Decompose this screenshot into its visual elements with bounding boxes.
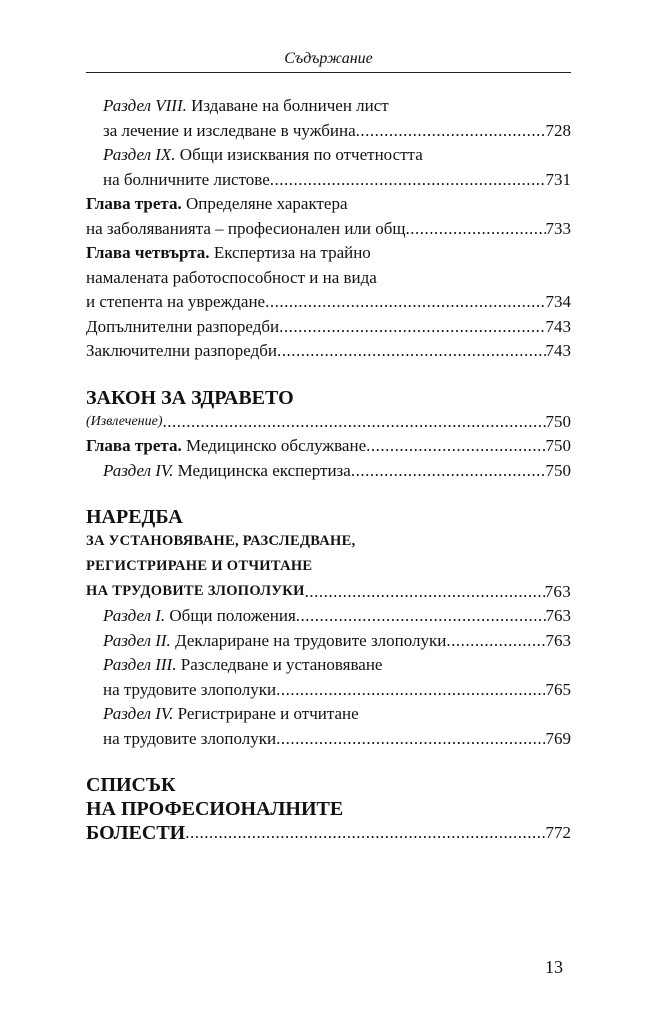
leader-dots (366, 434, 545, 459)
law-heading: ЗАКОН ЗА ЗДРАВЕТО (86, 386, 294, 409)
entry-text: Общи положения (165, 606, 296, 625)
toc-entry (86, 604, 571, 629)
page-ref: 763 (545, 630, 571, 650)
page-ref: 763 (544, 582, 571, 601)
list-heading: СПИСЪК (86, 774, 176, 796)
toc-entry (86, 266, 571, 291)
decree-subtitle: РЕГИСТРИРАНЕ И ОТЧИТАНЕ (86, 558, 313, 574)
entry-text: Определяне характера (181, 194, 348, 213)
chapter-label: Глава трета. (86, 436, 182, 455)
decree-subtitle: НА ТРУДОВИТЕ ЗЛОПОЛУКИ (86, 583, 305, 599)
chapter-label: Глава трета. (86, 194, 182, 213)
list-heading: БОЛЕСТИ (86, 822, 186, 844)
entry-text: Медицинска експертиза (173, 460, 351, 480)
leader-dots (185, 821, 545, 845)
entry-text: на трудовите злополуки (103, 728, 277, 748)
toc-entry (86, 168, 571, 193)
entry-text: Заключителни разпоредби (86, 341, 277, 360)
page-ref: 750 (545, 436, 571, 455)
toc-entry (86, 459, 571, 484)
toc-entry (86, 94, 571, 119)
leader-dots (270, 168, 546, 193)
entry-text: (Извлечение) (86, 413, 163, 429)
toc-entry (86, 315, 571, 340)
chapter-label: Глава четвърта. (86, 243, 210, 262)
entry-text: Разследване и установяване (176, 655, 383, 674)
toc-entry (86, 678, 571, 703)
leader-dots (163, 410, 546, 435)
toc-entry (86, 241, 571, 266)
entry-text: Деклариране на трудовите злополуки (170, 630, 447, 650)
page-ref: 731 (545, 169, 571, 189)
leader-dots (446, 629, 545, 654)
section-label: Раздел IV. (103, 460, 174, 480)
page-ref: 743 (545, 341, 571, 360)
entry-text: Допълнителни разпоредби (86, 316, 280, 336)
entry-text: Регистриране и отчитане (173, 704, 359, 723)
toc-entry (86, 143, 571, 168)
entry-text: за лечение и изследване в чужбина (103, 120, 356, 140)
table-of-contents (86, 94, 571, 845)
toc-entry (86, 821, 571, 845)
entry-text: Експертиза на трайно (209, 243, 371, 262)
page-ref: 763 (545, 606, 571, 625)
list-heading: НА ПРОФЕСИОНАЛНИТЕ (86, 798, 344, 820)
leader-dots (265, 290, 545, 315)
toc-entry (86, 119, 571, 144)
leader-dots (296, 604, 546, 629)
decree-subtitle: ЗА УСТАНОВЯВАНЕ, РАЗСЛЕДВАНЕ, (86, 533, 356, 549)
toc-entry (86, 727, 571, 752)
leader-dots (279, 315, 545, 340)
section-label: Раздел I. (103, 606, 166, 625)
page-number: 13 (545, 957, 563, 977)
entry-text: Общи изисквания по отчетността (175, 145, 423, 164)
toc-entry (86, 579, 571, 604)
page-ref: 769 (545, 728, 571, 748)
entry-text: и степента на увреждане (86, 292, 266, 311)
entry-text: Медицинско обслужване (181, 436, 367, 455)
leader-dots (276, 678, 545, 703)
entry-text: Издаване на болничен лист (186, 96, 389, 115)
section-label: Раздел IX. (103, 145, 176, 164)
leader-dots (277, 339, 546, 364)
toc-entry (86, 217, 571, 242)
running-header: Съдържание (284, 50, 373, 67)
page-ref: 772 (545, 823, 571, 842)
section-label: Раздел IV. (103, 704, 174, 723)
leader-dots (356, 119, 546, 144)
toc-entry (86, 410, 571, 435)
section-label: Раздел II. (103, 630, 171, 650)
entry-text: на трудовите злополуки (103, 679, 277, 699)
page-ref: 733 (545, 218, 571, 238)
leader-dots (305, 579, 545, 604)
section-label: Раздел III. (103, 655, 177, 674)
toc-entry (86, 192, 571, 217)
toc-entry (86, 653, 571, 678)
toc-entry (86, 702, 571, 727)
toc-entry (86, 434, 571, 459)
page-ref: 750 (545, 460, 571, 480)
entry-text: на болничните листове (103, 169, 270, 189)
leader-dots (406, 217, 546, 242)
page-ref: 765 (545, 679, 571, 699)
page-ref: 728 (545, 120, 571, 140)
toc-entry (86, 339, 571, 364)
toc-entry (86, 629, 571, 654)
entry-text: намалената работоспособност и на вида (86, 267, 377, 287)
page-ref: 750 (545, 411, 571, 431)
toc-entry (86, 290, 571, 315)
leader-dots (351, 459, 546, 484)
header-rule (86, 72, 571, 73)
leader-dots (276, 727, 545, 752)
page-ref: 743 (545, 316, 571, 336)
entry-text: на заболяванията – професионален или общ (86, 218, 406, 238)
page-ref: 734 (545, 292, 571, 311)
section-label: Раздел VIII. (103, 96, 187, 115)
decree-heading: НАРЕДБА (86, 506, 183, 528)
